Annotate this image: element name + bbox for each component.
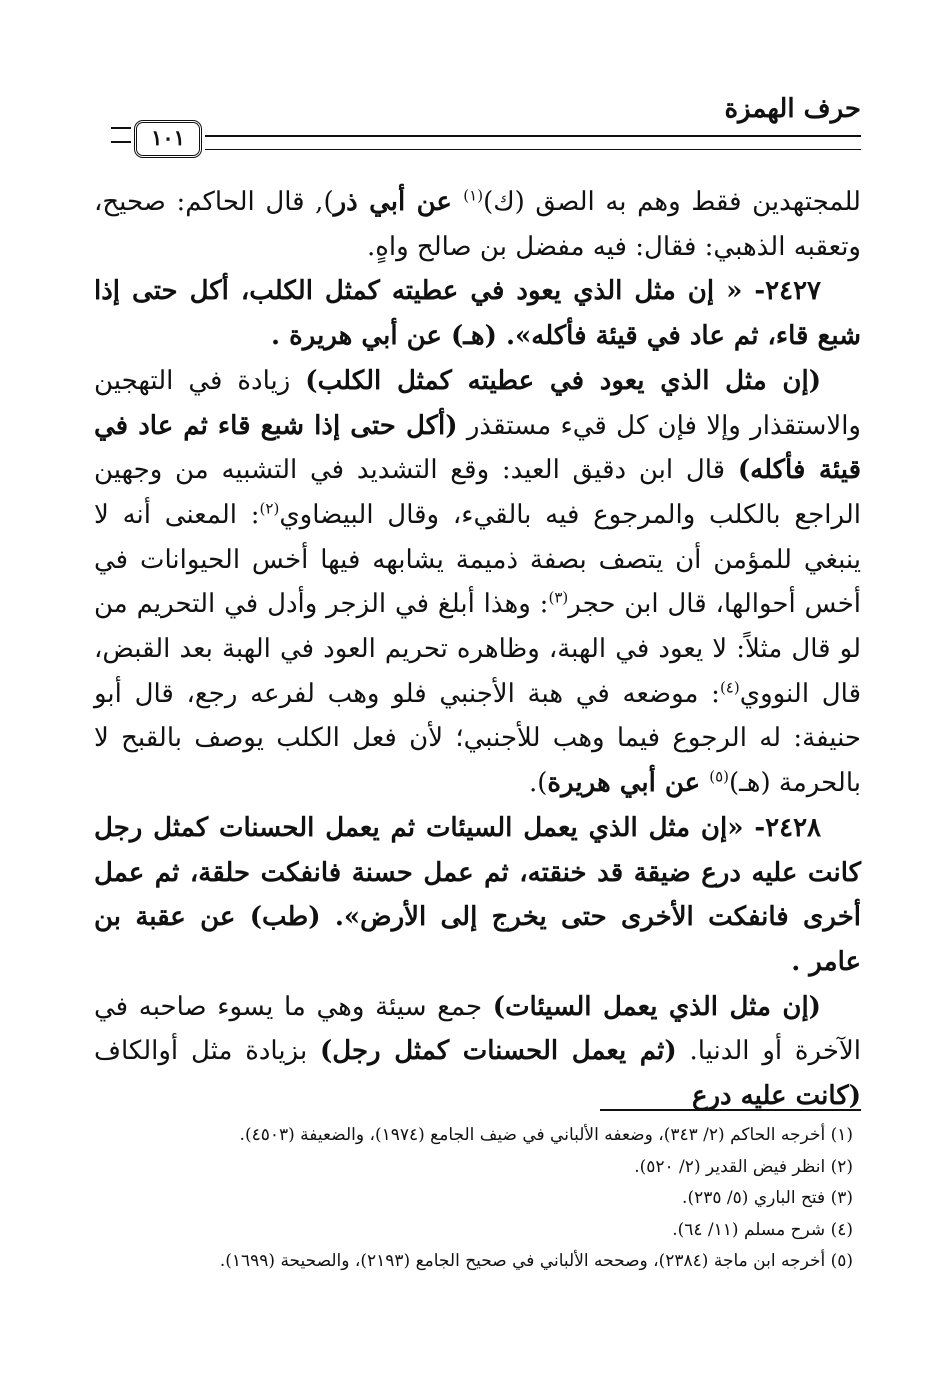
- footnote-1: (١) أخرجه الحاكم (٢/ ٣٤٣)، وضعفه الألباني في ضيف الجامع (١٩٧٤)، والضعيفة (٤٥٠٣).: [239, 1125, 853, 1145]
- footnote-3: (٣) فتح الباري (٥/ ٢٣٥).: [682, 1188, 853, 1208]
- footnote-ref-5: (٥): [709, 767, 730, 786]
- footnote-5: (٥) أخرجه ابن ماجة (٢٣٨٤)، وصححه الألباني في صحيح الجامع (٢١٩٣)، والصحيحة (١٦٩٩).: [219, 1251, 853, 1271]
- chapter-title: حرف الهمزة: [724, 94, 861, 124]
- footnote-2: (٢) انظر فيض القدير (٢/ ٥٢٠).: [634, 1156, 853, 1177]
- hadith-2428: [94, 806, 861, 985]
- footnotes: [94, 1120, 853, 1278]
- footnote-ref-2: (٢): [259, 499, 280, 518]
- page-number-ornament: [111, 127, 131, 143]
- hadith-text: «إن مثل الذي يعمل السيئات ثم يعمل الحسنات كمثل رجل كانت عليه درع ضيقة قد خنقته، ثم عمل حسنة فانفكت حلقة، ثم عمل أخرى فانفكت الأخرى حتى يخرج إلى الأرض». (طب) عن عقبة بن عامر .: [94, 812, 861, 977]
- header-rule: [205, 135, 861, 150]
- footnote-separator: [600, 1109, 861, 1111]
- hadith-text: « إن مثل الذي يعود في عطيته كمثل الكلب، أكل حتى إذا شبع قاء، ثم عاد في قيئة فأكله». (هـ) عن أبي هريرة .: [94, 276, 861, 352]
- commentary-2428: (إن مثل الذي يعمل السيئات) جمع سيئة وهي ما يسوء صاحبه في الآخرة أو الدنيا. (ثم يعمل الحسنات كمثل رجل) بزيادة مثل أوالكاف (كانت عليه درع: [94, 991, 861, 1112]
- footnote-ref-4: (٤): [719, 678, 740, 697]
- main-text: [94, 180, 861, 1119]
- footnote-4: (٤) شرح مسلم (١١/ ٦٤).: [672, 1219, 853, 1240]
- paragraph-continuation: للمجتهدين فقط وهم به الصق (ك)$^{(١)}$ عن أبي ذر), قال الحاكم: صحيح، وتعقبه الذهبي: فقال: فيه مفضل بن صالح واهٍ.: [94, 186, 861, 262]
- hadith-number: ٢٤٢٧-: [742, 276, 822, 307]
- hadith-2427: [94, 269, 861, 358]
- footnote-ref-1: (١): [463, 186, 484, 205]
- commentary-2427: (إن مثل الذي يعود في عطيته كمثل الكلب) زيادة في التهجين والاستقذار وإلا فإن كل قيء مستقذر (أكل حتى إذا شبع قاء ثم عاد في قيئة فأكله) قال ابن دقيق العيد: وقع التشديد في التشبيه من وجهين الراجع بالكلب والمرجوع فيه بالقيء، وقال البيضاوي$^{(٢)}$: المعنى أنه لا ينبغي للمؤمن أن يتصف بصفة ذميمة يشابهه فيها أخس الحيوانات في أخس أحوالها، قال ابن حجر$^{(٣)}$: وهذا أبلغ في الزجر وأدل في التحريم من لو قال مثلاً: لا يعود في الهبة، وظاهره تحريم العود في الهبة بعد القبض، قال النووي$^{(٤)}$: موضعه في هبة الأجنبي فلو وهب لفرعه رجع، قال أبو حنيفة: له الرجوع فيما وهب للأجنبي؛ لأن فعل الكلب يوصف بالقبح لا بالحرمة (هـ)$^{(٥)}$ عن أبي هريرة).: [94, 365, 861, 799]
- page-number: ١٠١: [134, 120, 202, 158]
- footnote-ref-3: (٣): [548, 588, 569, 607]
- hadith-number: ٢٤٢٨-: [743, 812, 821, 843]
